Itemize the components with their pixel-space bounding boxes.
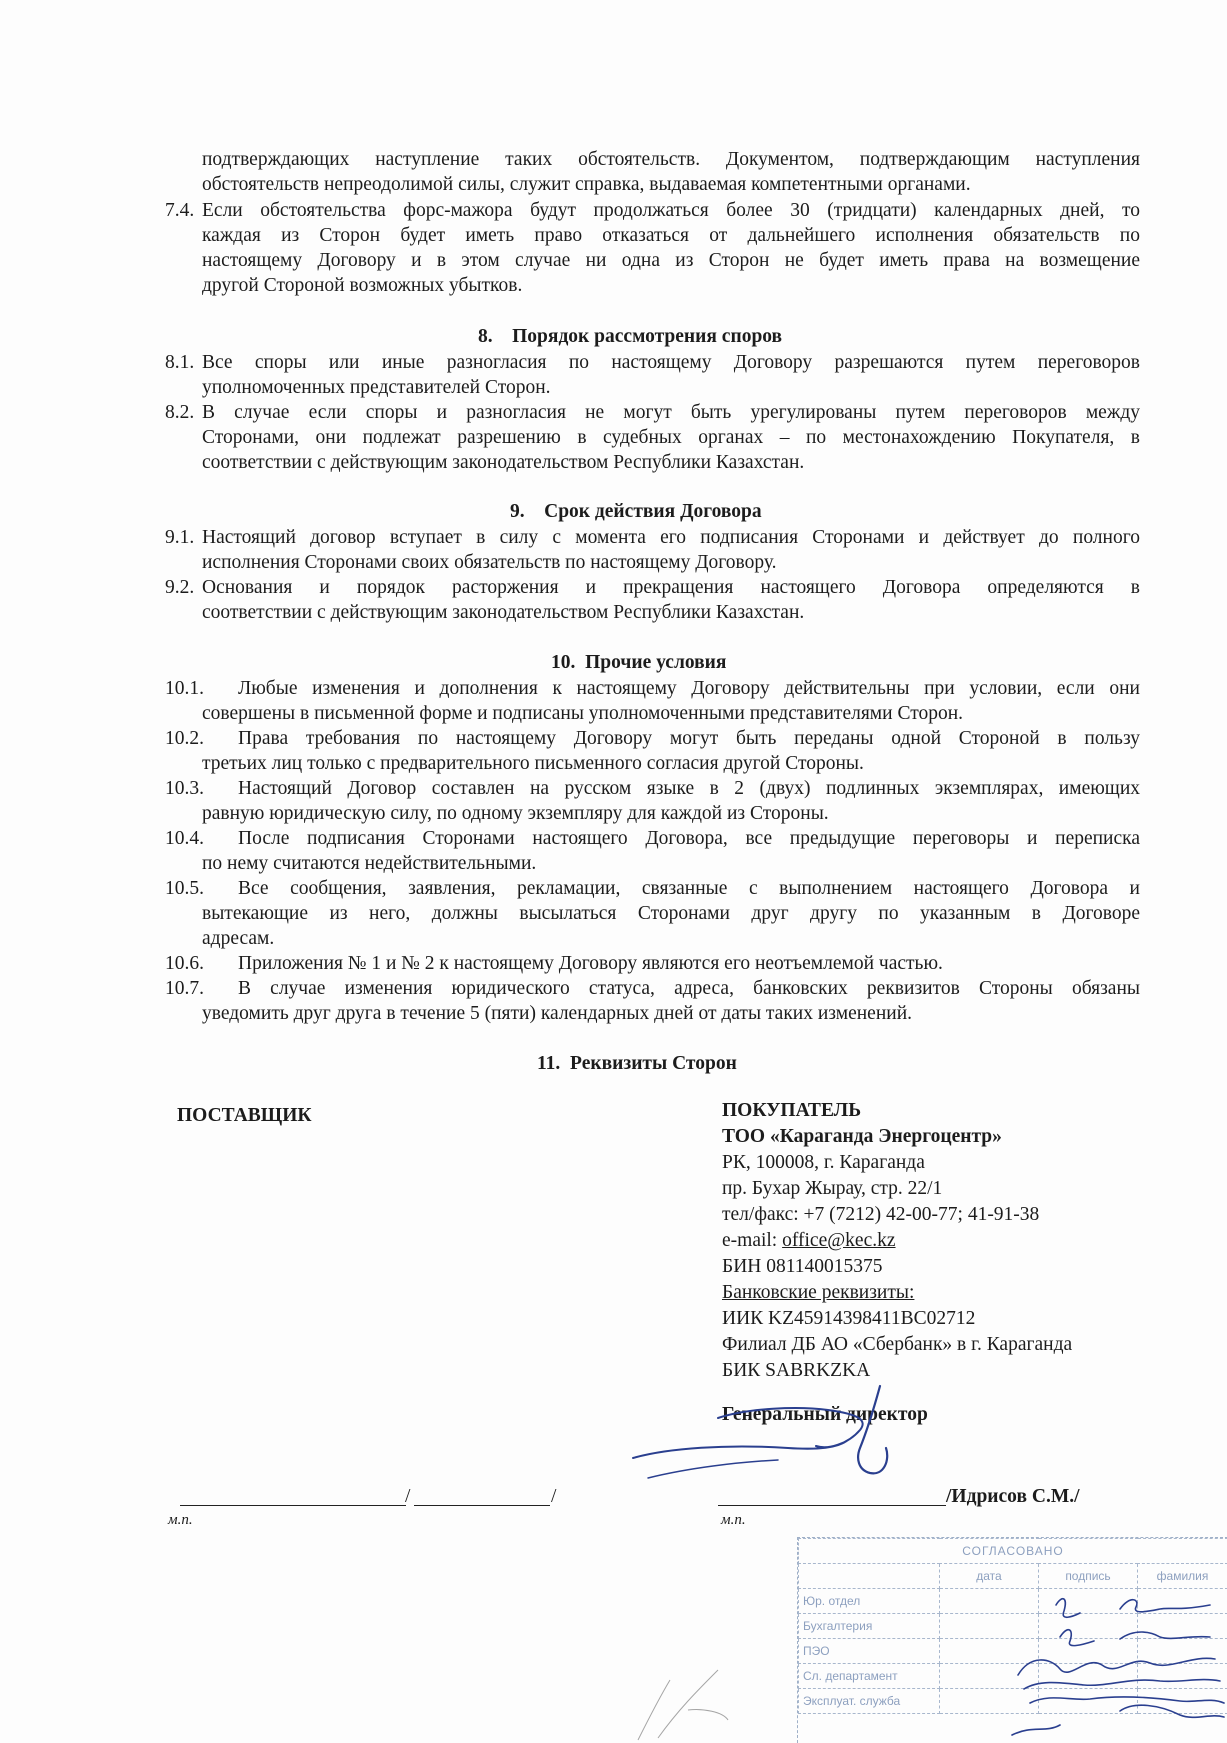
clause-10-1-line: совершены в письменной форме и подписаны уполномоченными представителями Сторон. bbox=[202, 701, 1140, 726]
clause-number: 10.7. bbox=[165, 976, 204, 1001]
clause-7-4-line: Если обстоятельства форс-мажора будут продолжаться более 30 (тридцати) календарных дней, то bbox=[202, 198, 1140, 223]
approval-row-label: Бухгалтерия bbox=[799, 1614, 940, 1639]
clause-number: 8.2. bbox=[165, 400, 194, 425]
bank-details-heading: Банковские реквизиты: bbox=[722, 1280, 914, 1305]
approval-row-label: ПЭО bbox=[799, 1639, 940, 1664]
approval-signatures bbox=[1010, 1585, 1227, 1742]
clause-10-5-line: адресам. bbox=[202, 926, 1140, 951]
clause-10-7-line: В случае изменения юридического статуса, адреса, банковских реквизитов Стороны обязаны bbox=[238, 976, 1140, 1001]
clause-8-1-line: Все споры или иные разногласия по настоящему Договору разрешаются путем переговоров bbox=[202, 350, 1140, 375]
email-label: e-mail: bbox=[722, 1230, 782, 1251]
approval-col-date: дата bbox=[940, 1564, 1039, 1589]
buyer-bik: БИК SABRKZKA bbox=[722, 1358, 870, 1383]
buyer-bin: БИН 081140015375 bbox=[722, 1254, 883, 1279]
clause-number: 10.4. bbox=[165, 826, 204, 851]
approval-row-label: Эксплуат. служба bbox=[799, 1689, 940, 1714]
clause-7-4-line: настоящему Договору и в этом случае ни одна из Сторон не будет иметь права на возмещение bbox=[202, 248, 1140, 273]
buyer-address-line: РК, 100008, г. Караганда bbox=[722, 1150, 925, 1175]
clause-number: 10.3. bbox=[165, 776, 204, 801]
clause-number: 9.1. bbox=[165, 525, 194, 550]
director-signature bbox=[628, 1378, 968, 1488]
clause-9-1-line: Настоящий договор вступает в силу с момента его подписания Сторонами и действует до полного bbox=[202, 525, 1140, 550]
clause-10-7-line: уведомить друг друга в течение 5 (пяти) календарных дней от даты таких изменений. bbox=[202, 1001, 1140, 1026]
fm-intro-line2: обстоятельств непреодолимой силы, служит справка, выдаваемая компетентными органами. bbox=[202, 172, 1140, 197]
section-9-title: 9. Срок действия Договора bbox=[510, 499, 762, 524]
clause-10-5-line: вытекающие из него, должны высылаться Сторонами друг другу по указанным в Договоре bbox=[202, 901, 1140, 926]
approval-col-name: фамилия bbox=[1138, 1564, 1227, 1589]
fm-intro-line1: подтверждающих наступление таких обстоятельств. Документом, подтверждающим наступления bbox=[202, 147, 1140, 172]
buyer-phone: тел/факс: +7 (7212) 42-00-77; 41-91-38 bbox=[722, 1202, 1039, 1227]
clause-7-4-line: каждая из Сторон будет иметь право отказаться от дальнейшего исполнения обязательств по bbox=[202, 223, 1140, 248]
clause-10-2-line: Права требования по настоящему Договору могут быть переданы одной Стороной в пользу bbox=[238, 726, 1140, 751]
signature-slash: / bbox=[551, 1484, 556, 1509]
seal-place-label: м.п. bbox=[721, 1512, 746, 1529]
clause-10-3-line: Настоящий Договор составлен на русском языке в 2 (двух) подлинных экземплярах, имеющих bbox=[238, 776, 1140, 801]
initials-scribble bbox=[628, 1650, 738, 1742]
signature-slash: / bbox=[405, 1484, 410, 1509]
buyer-name: ТОО «Караганда Энергоцентр» bbox=[722, 1124, 1002, 1149]
buyer-signature-line bbox=[718, 1505, 946, 1506]
supplier-heading: ПОСТАВЩИК bbox=[177, 1103, 312, 1128]
buyer-address-line: пр. Бухар Жырау, стр. 22/1 bbox=[722, 1176, 942, 1201]
buyer-signatory: /Идрисов С.М./ bbox=[946, 1484, 1080, 1509]
approval-row-label: Сл. департамент bbox=[799, 1664, 940, 1689]
section-11-title: 11. Реквизиты Сторон bbox=[537, 1051, 737, 1076]
supplier-name-line bbox=[414, 1505, 550, 1506]
clause-10-3-line: равную юридическую силу, по одному экземпляру для каждой из Стороны. bbox=[202, 801, 1140, 826]
clause-number: 10.1. bbox=[165, 676, 204, 701]
director-position: Генеральный директор bbox=[722, 1402, 928, 1427]
seal-place-label: м.п. bbox=[168, 1512, 193, 1529]
clause-number: 7.4. bbox=[165, 198, 194, 223]
clause-8-2-line: В случае если споры и разногласия не могут быть урегулированы путем переговоров между bbox=[202, 400, 1140, 425]
clause-number: 10.6. bbox=[165, 951, 204, 976]
clause-7-4-line: другой Стороной возможных убытков. bbox=[202, 273, 1140, 298]
section-10-title: 10. Прочие условия bbox=[551, 650, 726, 675]
approval-title: СОГЛАСОВАНО bbox=[799, 1539, 1227, 1564]
buyer-email-row bbox=[722, 1228, 896, 1253]
clause-8-1-line: уполномоченных представителей Сторон. bbox=[202, 375, 1140, 400]
section-8-title: 8. Порядок рассмотрения споров bbox=[478, 324, 782, 349]
buyer-bank-name: Филиал ДБ АО «Сбербанк» в г. Караганда bbox=[722, 1332, 1072, 1357]
buyer-heading: ПОКУПАТЕЛЬ bbox=[722, 1098, 861, 1123]
clause-10-4-line: по нему считаются недействительными. bbox=[202, 851, 1140, 876]
clause-9-2-line: Основания и порядок расторжения и прекращения настоящего Договора определяются в bbox=[202, 575, 1140, 600]
clause-number: 8.1. bbox=[165, 350, 194, 375]
clause-10-6-line: Приложения № 1 и № 2 к настоящему Договору являются его неотъемлемой частью. bbox=[238, 951, 1140, 976]
clause-10-2-line: третьих лиц только с предварительного письменного согласия другой Стороны. bbox=[202, 751, 1140, 776]
approval-header-empty bbox=[799, 1564, 940, 1589]
approval-col-sign: подпись bbox=[1039, 1564, 1138, 1589]
clause-9-1-line: исполнения Сторонами своих обязательств по настоящему Договору. bbox=[202, 550, 1140, 575]
clause-9-2-line: соответствии с действующим законодательством Республики Казахстан. bbox=[202, 600, 1140, 625]
clause-10-5-line: Все сообщения, заявления, рекламации, связанные с выполнением настоящего Договора и bbox=[238, 876, 1140, 901]
supplier-signature-line bbox=[180, 1505, 406, 1506]
clause-number: 10.5. bbox=[165, 876, 204, 901]
clause-10-1-line: Любые изменения и дополнения к настоящему Договору действительны при условии, если они bbox=[238, 676, 1140, 701]
email-link[interactable]: office@kec.kz bbox=[782, 1230, 895, 1251]
clause-8-2-line: соответствии с действующим законодательством Республики Казахстан. bbox=[202, 450, 1140, 475]
buyer-iik: ИИК KZ45914398411BC02712 bbox=[722, 1306, 975, 1331]
clause-number: 10.2. bbox=[165, 726, 204, 751]
clause-10-4-line: После подписания Сторонами настоящего Договора, все предыдущие переговоры и переписка bbox=[238, 826, 1140, 851]
clause-number: 9.2. bbox=[165, 575, 194, 600]
approval-row-label: Юр. отдел bbox=[799, 1589, 940, 1614]
clause-8-2-line: Сторонами, они подлежат разрешению в судебных органах – по местонахождению Покупателя, в bbox=[202, 425, 1140, 450]
